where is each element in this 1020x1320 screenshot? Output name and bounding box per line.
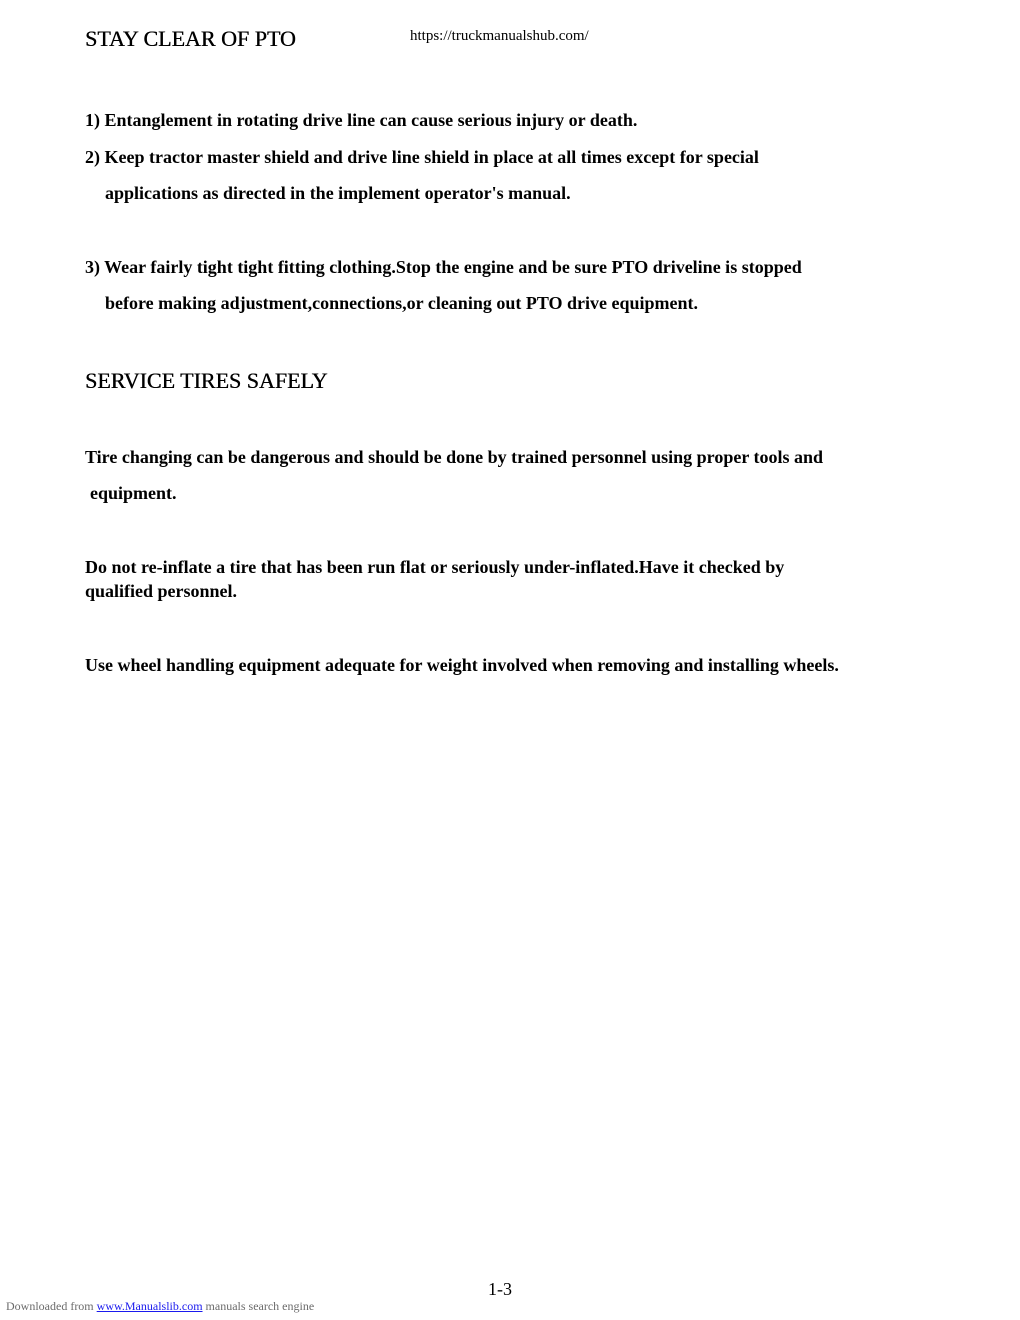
pto-item-2-line-2: applications as directed in the implement operator's manual. [105, 183, 571, 203]
download-footer [6, 1299, 314, 1314]
footer-suffix: manuals search engine [202, 1299, 315, 1313]
manualslib-link[interactable]: www.Manualslib.com [96, 1299, 203, 1313]
pto-item-2-line-1: 2) Keep tractor master shield and drive line shield in place at all times except for special [85, 147, 759, 167]
section-title-service-tires-safely: SERVICE TIRES SAFELY [85, 368, 328, 393]
pto-item-3-line-1: 3) Wear fairly tight tight fitting clothing.Stop the engine and be sure PTO driveline is stopped [85, 257, 802, 277]
tires-paragraph-1-line-2: equipment. [90, 483, 177, 503]
page-number: 1-3 [488, 1279, 512, 1299]
tires-paragraph-2-line-1: Do not re-inflate a tire that has been run flat or seriously under-inflated.Have it checked by [85, 557, 785, 577]
tires-paragraph-3: Use wheel handling equipment adequate for weight involved when removing and installing wheels. [85, 655, 839, 675]
pto-item-3-line-2: before making adjustment,connections,or cleaning out PTO drive equipment. [105, 293, 699, 313]
footer-prefix: Downloaded from [6, 1299, 97, 1313]
section-title-stay-clear-of-pto: STAY CLEAR OF PTO [85, 26, 296, 51]
pto-item-1: 1) Entanglement in rotating drive line can cause serious injury or death. [85, 110, 638, 130]
source-url: https://truckmanualshub.com/ [410, 28, 589, 44]
tires-paragraph-1-line-1: Tire changing can be dangerous and should be done by trained personnel using proper tools and [85, 447, 824, 467]
tires-paragraph-2-line-2: qualified personnel. [85, 581, 238, 601]
